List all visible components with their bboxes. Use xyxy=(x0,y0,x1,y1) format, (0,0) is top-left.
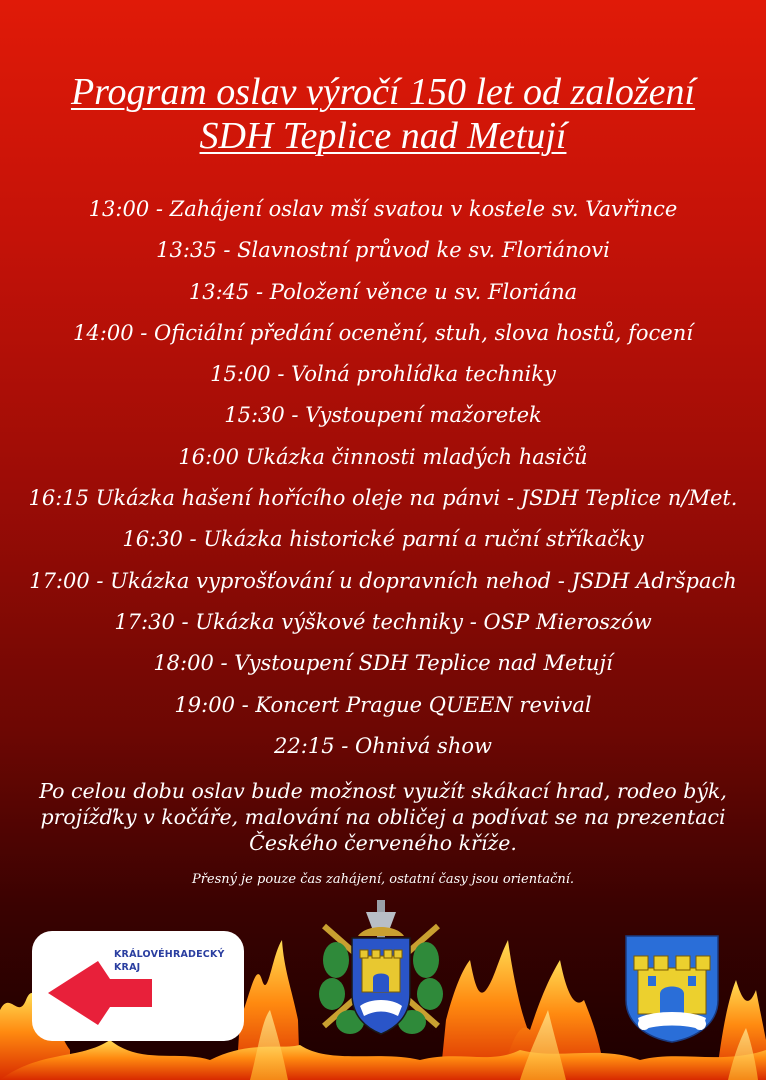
poster-title xyxy=(0,70,766,158)
program-item: 13:45 - Položení věnce u sv. Floriána xyxy=(188,279,578,304)
town-crest-icon xyxy=(624,934,720,1044)
program-list xyxy=(0,189,766,767)
kraj-logo-line-1: KRÁLOVÉHRADECKÝ xyxy=(114,949,225,960)
program-item: 13:35 - Slavnostní průvod ke sv. Floriánovi xyxy=(156,238,610,263)
program-item: 16:15 Ukázka hašení hořícího oleje na pánvi - JSDH Teplice n/Met. xyxy=(28,486,738,511)
program-item: 17:00 - Ukázka vyprošťování u dopravních nehod - JSDH Adršpach xyxy=(29,568,737,593)
program-item: 22:15 - Ohnivá show xyxy=(274,733,492,758)
program-item: 18:00 - Vystoupení SDH Teplice nad Metují xyxy=(153,651,613,676)
kralovehradecky-kraj-logo xyxy=(32,931,244,1041)
program-item: 16:30 - Ukázka historické parní a ruční stříkačky xyxy=(122,527,644,552)
program-item: 15:30 - Vystoupení mažoretek xyxy=(224,403,542,428)
title-line-2: SDH Teplice nad Metují xyxy=(199,115,567,157)
firefighters-crest-icon xyxy=(306,898,456,1040)
kraj-logo-line-2: KRAJ xyxy=(114,962,141,973)
kraj-arrow-icon xyxy=(40,957,160,1027)
program-item: 17:30 - Ukázka výškové techniky - OSP Mieroszów xyxy=(114,609,652,634)
info-paragraph: Po celou dobu oslav bude možnost využít skákací hrad, rodeo býk, projížďky v kočáře, malování na obličej a podívat se na prezentaci Českého červeného kříže. xyxy=(39,779,727,855)
program-item: 14:00 - Oficiální předání ocenění, stuh, slova hostů, focení xyxy=(73,320,693,345)
title-line-1: Program oslav výročí 150 let od založení xyxy=(70,71,696,113)
program-item: 16:00 Ukázka činnosti mladých hasičů xyxy=(178,444,588,469)
timing-note: Přesný je pouze čas zahájení, ostatní časy jsou orientační. xyxy=(191,872,575,887)
program-item: 13:00 - Zahájení oslav mší svatou v kostele sv. Vavřince xyxy=(88,197,678,221)
program-item: 19:00 - Koncert Prague QUEEN revival xyxy=(174,692,592,717)
program-item: 15:00 - Volná prohlídka techniky xyxy=(210,362,556,387)
